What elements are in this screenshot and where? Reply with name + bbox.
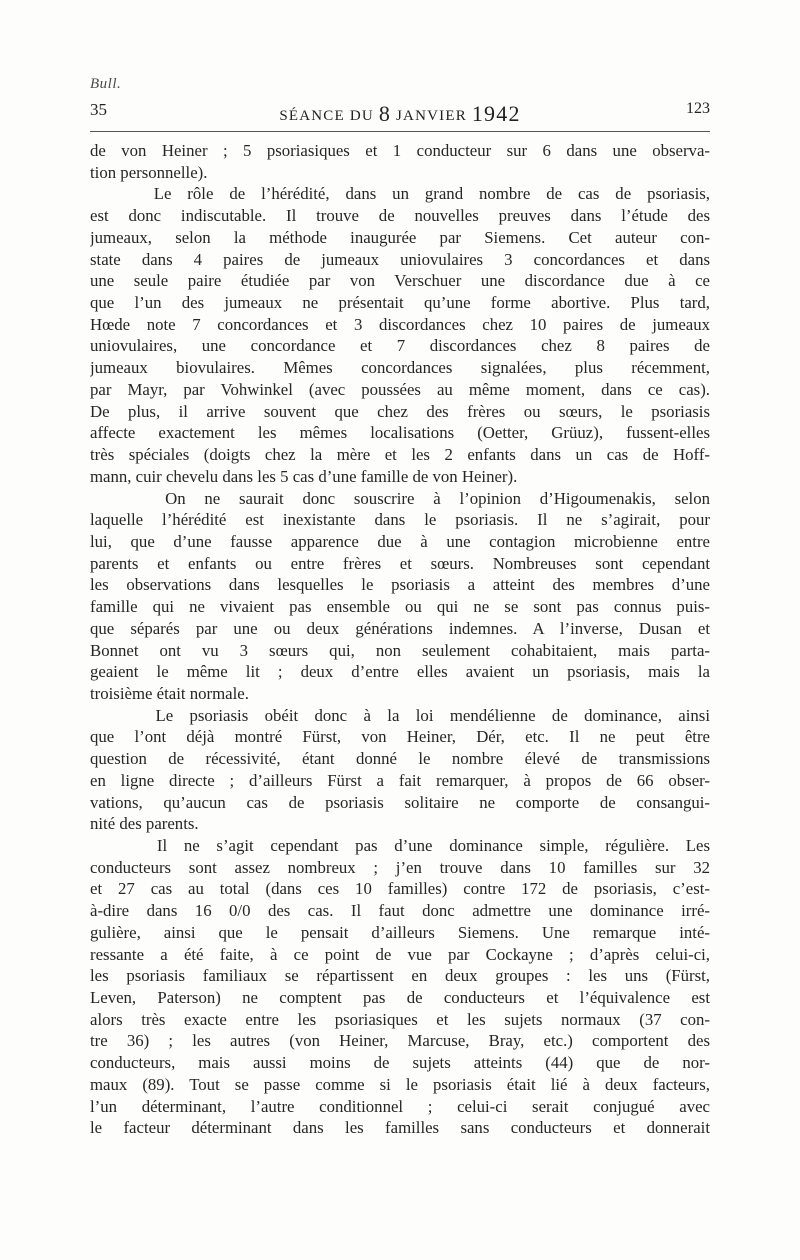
text-line: très spéciales (doigts chez la mère et les 2 enfants dans un cas de Hoff- <box>90 445 710 465</box>
text-line: geaient le même lit ; deux d’entre elles avaient un psoriasis, mais la <box>90 662 710 682</box>
text-line: troisième était normale. <box>90 683 249 703</box>
text-line: est donc indiscutable. Il trouve de nouvelles preuves dans l’étude des <box>90 206 710 226</box>
text-line: famille qui ne vivaient pas ensemble ou qui ne se sont pas connus puis- <box>90 597 710 617</box>
text-line: Le psoriasis obéit donc à la loi mendélienne de dominance, ainsi <box>90 705 710 725</box>
text-line: l’un déterminant, l’autre conditionnel ; celui-ci serait conjugué avec <box>90 1096 710 1116</box>
text-line: On ne saurait donc souscrire à l’opinion d’Higoumenakis, selon <box>90 488 710 508</box>
text-line: Le rôle de l’hérédité, dans un grand nombre de cas de psoriasis, <box>90 184 710 204</box>
text-line: le facteur déterminant dans les familles sans conducteurs et donnerait <box>90 1118 710 1138</box>
header-title-before: SÉANCE DU <box>279 108 379 124</box>
text-line: de von Heiner ; 5 psoriasiques et 1 conducteur sur 6 dans une observa- <box>90 141 710 160</box>
text-line: Bonnet ont vu 3 sœurs qui, non seulement cohabitaient, mais parta- <box>90 640 710 660</box>
page-number: 123 <box>686 100 710 117</box>
text-line: Leven, Paterson) ne comptent pas de conducteurs et l’équivalence est <box>90 988 710 1008</box>
header-title-day: 8 <box>378 101 392 126</box>
running-header <box>90 100 710 124</box>
text-line: maux (89). Tout se passe comme si le psoriasis était lié à deux facteurs, <box>90 1074 710 1094</box>
text-line: que l’un des jumeaux ne présentait qu’une forme abortive. Plus tard, <box>90 293 710 313</box>
header-title-year: 1942 <box>471 101 521 126</box>
header-rule <box>90 131 710 132</box>
text-line: jumeaux, selon la méthode inaugurée par Siemens. Cet auteur con- <box>90 227 710 247</box>
text-line: à-dire dans 16 0/0 des cas. Il faut donc admettre une dominance irré- <box>90 901 710 921</box>
text-line: Il ne s’agit cependant pas d’une dominance simple, régulière. Les <box>90 836 710 855</box>
text-line: vations, qu’aucun cas de psoriasis solitaire ne comporte de consangui- <box>90 792 710 812</box>
text-line: une seule paire étudiée par von Verschuer une discordance due à ce <box>90 271 710 291</box>
header-title-middle: JANVIER <box>391 108 472 124</box>
text-line: par Mayr, par Vohwinkel (avec poussées au même moment, dans ce cas). <box>90 379 710 399</box>
body-text <box>90 140 710 1139</box>
text-line: De plus, il arrive souvent que chez des frères ou sœurs, le psoriasis <box>90 401 710 421</box>
text-line: uniovulaires, une concordance et 7 discordances chez 8 paires de <box>90 336 710 356</box>
header-title <box>90 100 710 126</box>
text-line: ressante a été faite, à ce point de vue par Cockayne ; d’après celui-ci, <box>90 944 710 964</box>
text-line: gulière, ainsi que le pensait d’ailleurs Siemens. Une remarque inté- <box>90 922 710 942</box>
text-line: lui, que d’une fausse apparence due à une contagion microbienne entre <box>90 531 710 551</box>
text-line: en ligne directe ; d’ailleurs Fürst a fait remarquer, à propos de 66 obser- <box>90 770 710 790</box>
text-line: conducteurs, mais aussi moins de sujets atteints (44) que de nor- <box>90 1053 710 1073</box>
text-line: que séparés par une ou deux générations indemnes. A l’inverse, Dusan et <box>90 618 710 638</box>
text-line: conducteurs sont assez nombreux ; j’en trouve dans 10 familles sur 32 <box>90 857 710 877</box>
text-line: Hœde note 7 concordances et 3 discordances chez 10 paires de jumeaux <box>90 314 710 334</box>
text-line: state dans 4 paires de jumeaux uniovulaires 3 concordances et dans <box>90 249 710 269</box>
text-line: alors très exacte entre les psoriasiques et les sujets normaux (37 con- <box>90 1009 710 1029</box>
text-line: parents et enfants ou entre frères et sœurs. Nombreuses sont cependant <box>90 553 710 573</box>
text-line: mann, cuir chevelu dans les 5 cas d’une famille de von Heiner). <box>90 466 518 486</box>
text-line: les psoriasis familiaux se répartissent en deux groupes : les uns (Fürst, <box>90 966 710 986</box>
header-left-number: 35 <box>90 100 107 119</box>
text-line: nité des parents. <box>90 814 199 834</box>
text-line: les observations dans lesquelles le psoriasis a atteint des membres d’une <box>90 575 710 595</box>
text-line: laquelle l’hérédité est inexistante dans le psoriasis. Il ne s’agirait, pour <box>90 510 710 530</box>
text-line: tre 36) ; les autres (von Heiner, Marcuse, Bray, etc.) comportent des <box>90 1031 710 1051</box>
text-line: affecte exactement les mêmes localisations (Oetter, Grüuz), fussent-elles <box>90 423 710 443</box>
text-line: question de récessivité, étant donné le nombre élevé de transmissions <box>90 749 710 769</box>
text-line: jumeaux biovulaires. Mêmes concordances signalées, plus récemment, <box>90 358 710 378</box>
text-line: que l’ont déjà montré Fürst, von Heiner, Dér, etc. Il ne peut être <box>90 727 710 747</box>
text-line: tion personnelle). <box>90 162 208 182</box>
margin-note: Bull. <box>90 76 122 92</box>
text-line: et 27 cas au total (dans ces 10 familles) contre 172 de psoriasis, c’est- <box>90 879 710 899</box>
